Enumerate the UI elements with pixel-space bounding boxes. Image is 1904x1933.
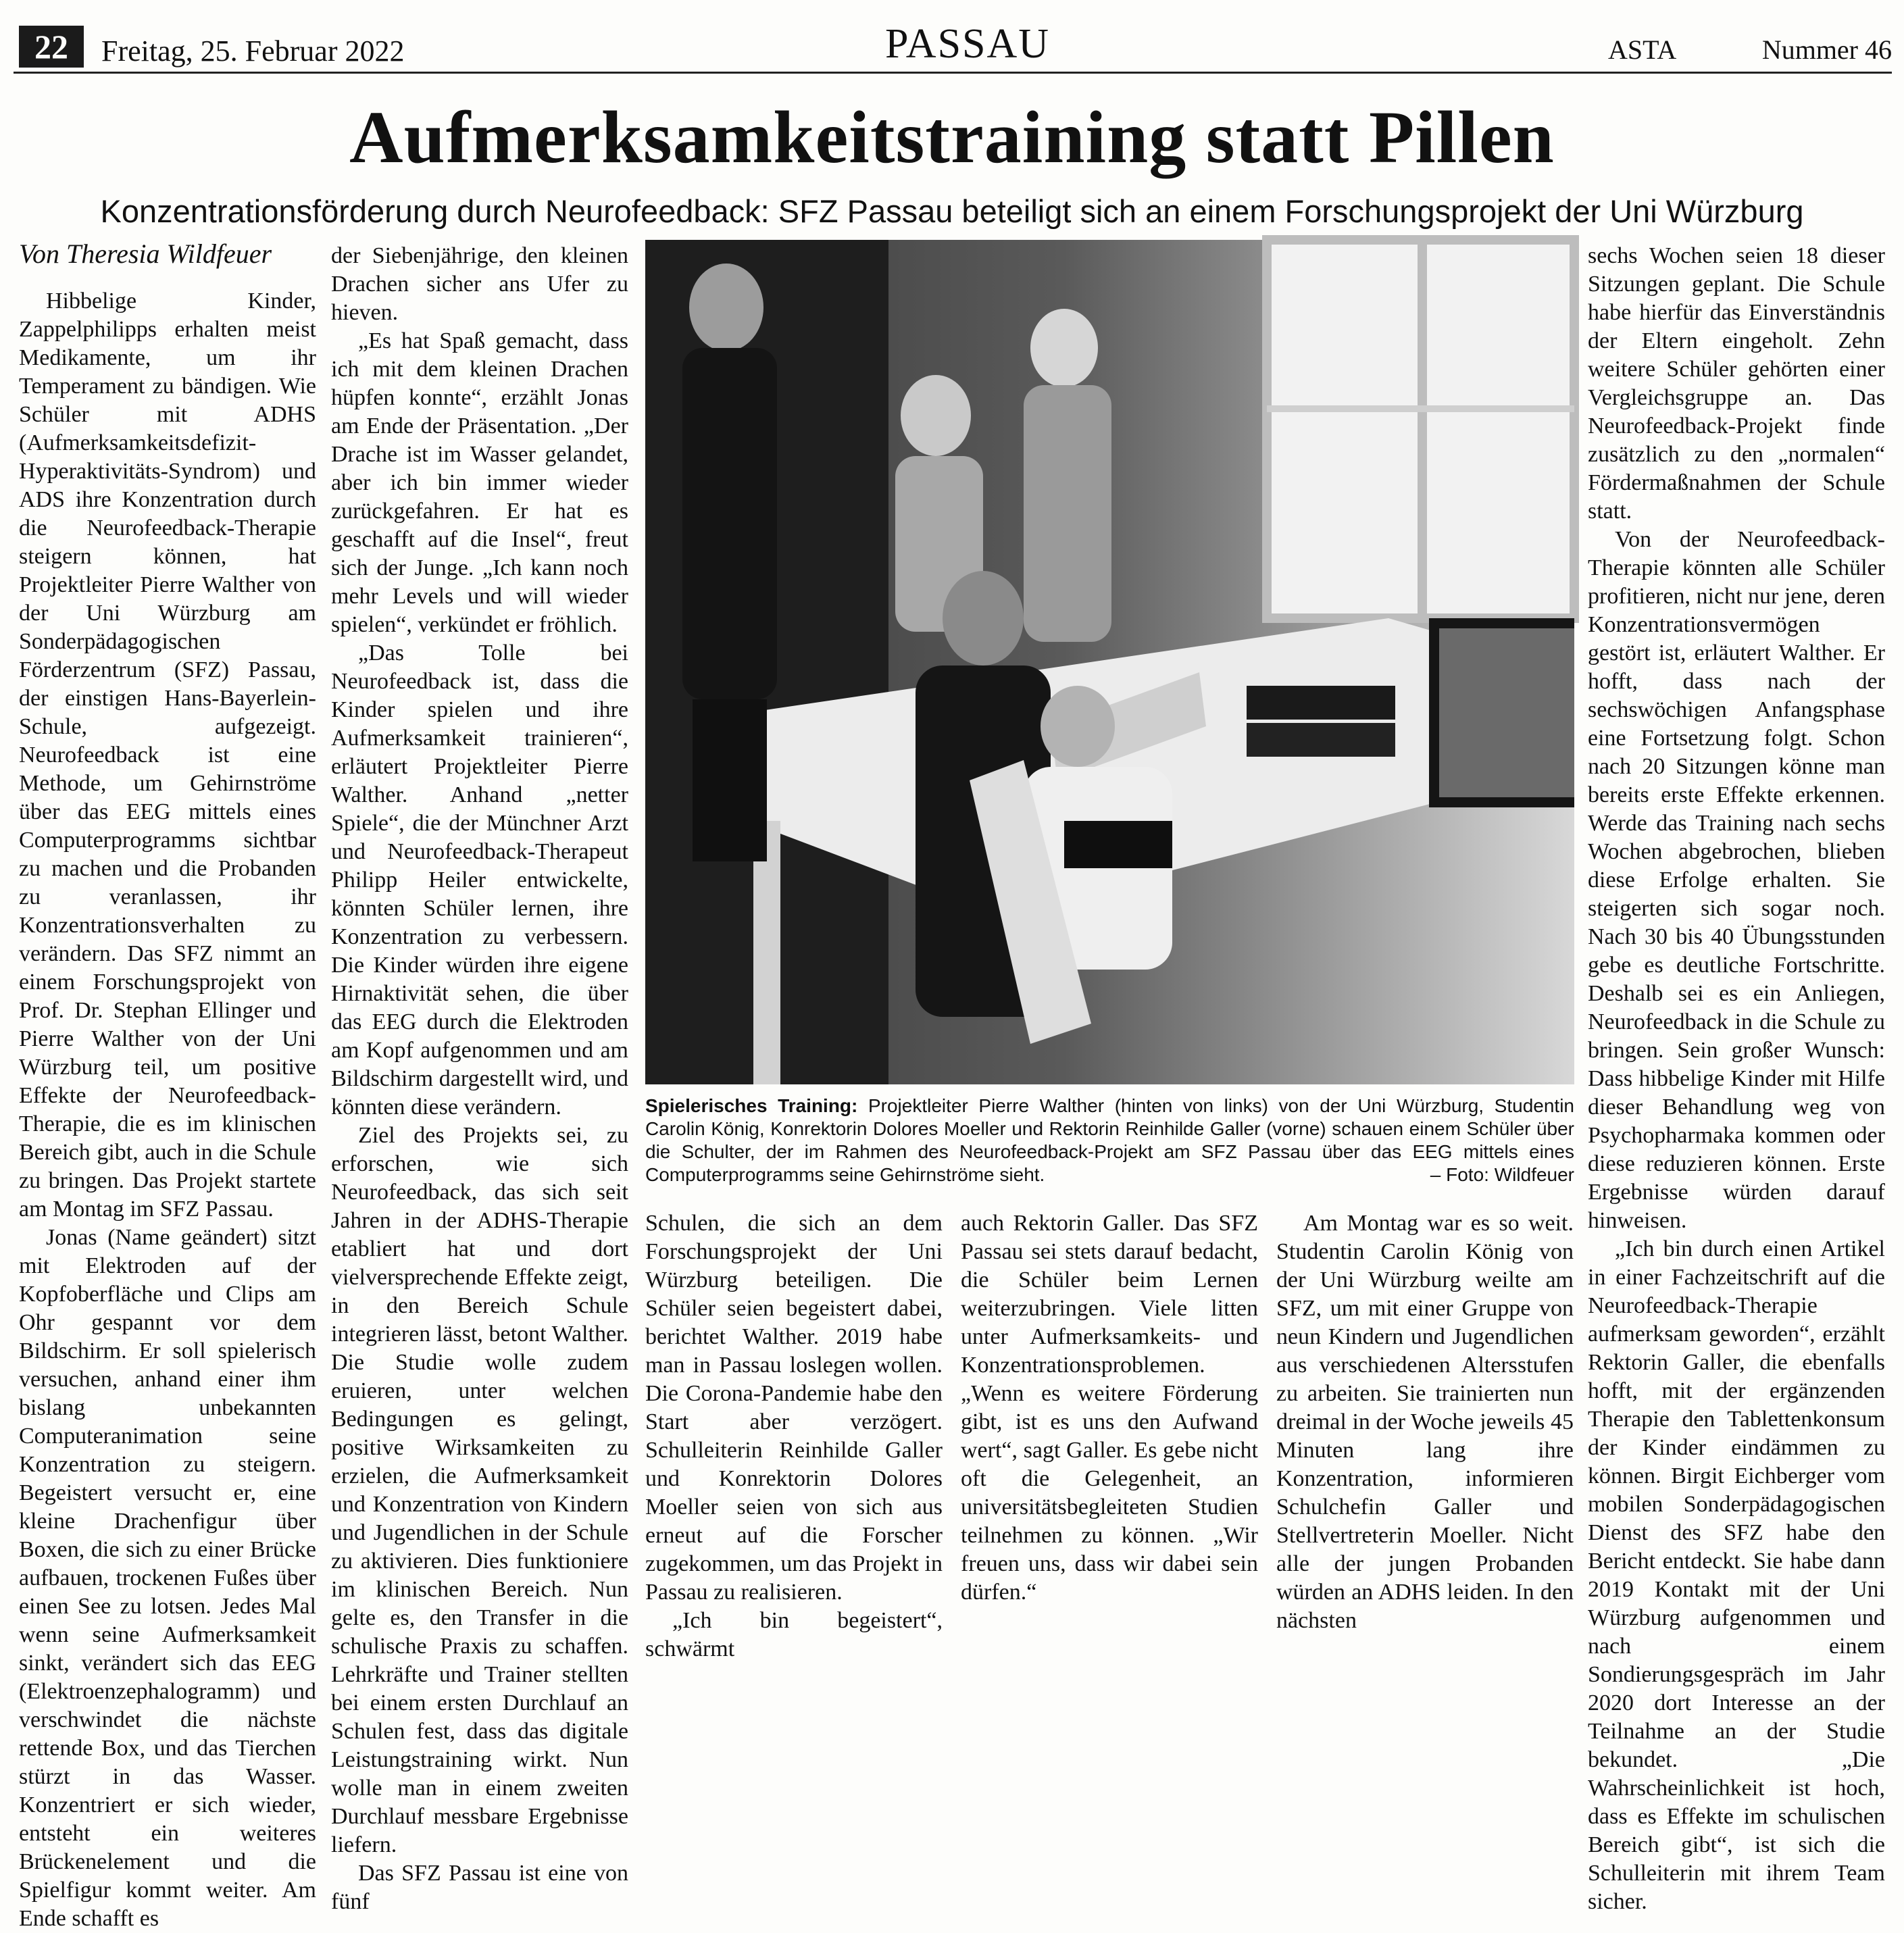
- article-column-6: [1588, 242, 1885, 1914]
- issue-number: Nummer 46: [1761, 34, 1892, 65]
- paragraph: Das SFZ Passau ist eine von fünf: [331, 1861, 628, 1914]
- header-rule: [14, 72, 1892, 74]
- article-column-3: [645, 1209, 943, 1661]
- article-column-5: [1276, 1209, 1574, 1633]
- article-photo: [645, 240, 1574, 1084]
- article-column-1: [19, 287, 316, 1931]
- page-number: 22: [19, 26, 84, 68]
- paragraph: der Siebenjährige, den kleinen Drachen sicher ans Ufer zu hieven.: [331, 243, 628, 325]
- photo-credit: – Foto: Wildfeuer: [1430, 1164, 1574, 1185]
- edition-label: ASTA: [1608, 34, 1677, 65]
- page-header: [14, 14, 1892, 68]
- photo-caption: [645, 1095, 1574, 1189]
- paragraph: „Ich bin durch einen Artikel in einer Fachzeitschrift auf die Neurofeedback-Therapie aufmerksam geworden“, erzählt Rektorin Galler, die ebenfalls hofft, mit der ergänzenden Therapie den Tablettenkonsum der Kinder eindämmen zu können. Birgit Eichberger vom mobilen Sonderpädagogischen Dienst des SFZ habe den Bericht entdeckt. Sie habe dann 2019 Kontakt mit der Uni Würzburg aufgenommen und nach einem Sondierungsgespräch im Jahr 2020 dort Interesse an der Teilnahme an der Studie bekundet. „Die Wahrscheinlichkeit ist hoch, dass es Effekte im schulischen Bereich gibt“, ist sich die Schulleiterin mit ihrem Team sicher.: [1588, 1236, 1885, 1914]
- section-title: PASSAU: [885, 21, 1051, 67]
- paragraph: „Es hat Spaß gemacht, dass ich mit dem kleinen Drachen hüpfen konnte“, erzählt Jonas am Ende der Präsentation. „Der Drache ist im Wasser gelandet, aber ich bin immer wieder zurückgefahren. Er hat es geschafft auf die Insel“, freut sich der Junge. „Ich kann noch mehr Levels und will wieder spielen“, verkündet er fröhlich.: [331, 328, 628, 637]
- article-column-4: [961, 1209, 1258, 1605]
- paragraph: Hibbelige Kinder, Zappelphilipps erhalten meist Medikamente, um ihr Temperament zu bändigen. Wie Schüler mit ADHS (Aufmerksamkeitsdefizit-Hyperaktivitäts-Syndrom) und ADS ihre Konzentration durch die Neurofeedback-Therapie steigern können, hat Projektleiter Pierre Walther von der Uni Würzburg am Sonderpädagogischen Förderzentrum (SFZ) Passau, der einstigen Hans-Bayerlein-Schule, aufgezeigt. Neurofeedback ist eine Methode, um Gehirnströme über das EEG mittels eines Computerprogramms sichtbar zu machen und die Probanden zu veranlassen, ihr Konzentrationsverhalten zu verändern. Das SFZ nimmt an einem Forschungsprojekt von Prof. Dr. Stephan Ellinger und Pierre Walther von der Uni Würzburg teil, um positive Effekte der Neurofeedback-Therapie, die es im klinischen Bereich gibt, auch in die Schule zu bringen. Das Projekt startete am Montag im SFZ Passau.: [19, 288, 316, 1222]
- paragraph: Ziel des Projekts sei, zu erforschen, wie sich Neurofeedback, das sich seit Jahren in der ADHS-Therapie etabliert hat und dort vielversprechende Effekte zeigt, in den Bereich Schule integrieren lässt, betont Walther. Die Studie wolle zudem eruieren, unter welchen Bedingungen es gelingt, positive Wirksamkeiten zu erzielen, die Aufmerksamkeit und Konzentration von Kindern und Jugendlichen in der Schule zu aktivieren. Dies funktioniere im klinischen Bereich. Nun gelte es, den Transfer in die schulische Praxis zu schaffen. Lehrkräfte und Trainer stellten bei einem ersten Durchlauf an Schulen fest, dass das digitale Leistungstraining wirkt. Nun wolle man in einem zweiten Durchlauf messbare Ergebnisse liefern.: [331, 1123, 628, 1857]
- paragraph: auch Rektorin Galler. Das SFZ Passau sei stets darauf bedacht, die Schüler beim Lernen weiterzubringen. Viele litten unter Aufmerksamkeits- und Konzentrationsproblemen. „Wenn es weitere Förderung gibt, ist es uns den Aufwand wert“, sagt Galler. Es gebe nicht oft die Gelegenheit, an universitätsbegleiteten Studien teilnehmen zu können. „Wir freuen uns, dass wir dabei sein dürfen.“: [961, 1211, 1258, 1605]
- paragraph: „Ich bin begeistert“, schwärmt: [645, 1608, 943, 1661]
- paragraph: Jonas (Name geändert) sitzt mit Elektroden auf der Kopfoberfläche und Clips am Ohr gespannt vor dem Bildschirm. Er soll spielerisch versuchen, anhand einer ihm bislang unbekannten Computeranimation seine Konzentration zu steigern. Begeistert versucht er, eine kleine Drachenfigur über Boxen, die sich zu einer Brücke aufbauen, trockenen Fußes über einen See zu lotsen. Jedes Mal wenn seine Aufmerksamkeit sinkt, verändert sich das EEG (Elektroenzephalogramm) und verschwindet die nächste rettende Box, und das Tierchen stürzt in das Wasser. Konzentriert er sich wieder, entsteht ein weiteres Brückenelement und die Spielfigur kommt weiter. Am Ende schafft es: [19, 1225, 316, 1931]
- caption-lead: Spielerisches Training:: [645, 1095, 858, 1116]
- caption-text: Projektleiter Pierre Walther (hinten von links) von der Uni Würzburg, Studentin Carolin König, Konrektorin Dolores Moeller und Rektorin Reinhilde Galler (vorne) schauen einem Schüler über die Schulter, der im Rahmen des Neurofeedback-Projekt am SFZ Passau über das EEG mittels eines Computerprogramms seine Gehirnströme sieht.: [645, 1095, 1574, 1185]
- article-column-2: [331, 242, 628, 1914]
- article-headline: Aufmerksamkeitstraining statt Pillen: [349, 96, 1555, 178]
- article-byline: Von Theresia Wildfeuer: [19, 239, 272, 269]
- paragraph: „Das Tolle bei Neurofeedback ist, dass die Kinder spielen und ihre Aufmerksamkeit trainieren“, erläutert Projektleiter Pierre Walther. Anhand „netter Spiele“, die der Münchner Arzt und Neurofeedback-Therapeut Philipp Heiler entwickelte, könnten Schüler lernen, ihre Konzentration zu verbessern. Die Kinder würden ihre eigene Hirnaktivität sehen, die über das EEG durch die Elektroden am Kopf aufgenommen und am Bildschirm dargestellt wird, und könnten diese verändern.: [331, 641, 628, 1120]
- paragraph: Von der Neurofeedback-Therapie könnten alle Schüler profitieren, nicht nur jene, deren Konzentrationsvermögen gestört ist, erläutert Walther. Er hofft, dass nach der sechswöchigen Anfangsphase eine Fortsetzung folgt. Schon nach 20 Sitzungen könne man bereits erste Effekte erkennen. Werde das Training nach sechs Wochen abgebrochen, blieben diese Erfolge erhalten. Sie steigerten sich sogar noch. Nach 30 bis 40 Übungsstunden gebe es deutliche Fortschritte. Deshalb sei es ein Anliegen, Neurofeedback in die Schule zu bringen. Sein großer Wunsch: Dass hibbelige Kinder mit Hilfe dieser Behandlung weg von Psychopharmaka kommen oder diese reduzieren können. Erste Ergebnisse würden darauf hinweisen.: [1588, 527, 1885, 1233]
- article-subheadline: Konzentrationsförderung durch Neurofeedback: SFZ Passau beteiligt sich an einem Forschungsprojekt der Uni Würzburg: [100, 193, 1804, 229]
- issue-date: Freitag, 25. Februar 2022: [101, 34, 405, 68]
- paragraph: Am Montag war es so weit. Studentin Carolin König von der Uni Würzburg weilte am SFZ, um mit einer Gruppe von neun Kindern und Jugendlichen aus verschiedenen Altersstufen zu arbeiten. Sie trainierten nun dreimal in der Woche jeweils 45 Minuten lang ihre Konzentration, informieren Schulchefin Galler und Stellvertreterin Moeller. Nicht alle der jungen Probanden würden an ADHS leiden. In den nächsten: [1276, 1211, 1574, 1633]
- classroom-photo-image: [645, 240, 1574, 1084]
- paragraph: sechs Wochen seien 18 dieser Sitzungen geplant. Die Schule habe hierfür das Einverständnis der Eltern eingeholt. Zehn weitere Schüler gehörten einer Vergleichsgruppe an. Das Neurofeedback-Projekt finde zusätzlich zu den „normalen“ Fördermaßnahmen der Schule statt.: [1588, 243, 1885, 524]
- paragraph: Schulen, die sich an dem Forschungsprojekt der Uni Würzburg beteiligen. Die Schüler seien begeistert dabei, berichtet Walther. 2019 habe man in Passau loslegen wollen. Die Corona-Pandemie habe den Start aber verzögert. Schulleiterin Reinhilde Galler und Konrektorin Dolores Moeller seien von sich aus erneut auf die Forscher zugekommen, um das Projekt in Passau zu realisieren.: [645, 1211, 943, 1605]
